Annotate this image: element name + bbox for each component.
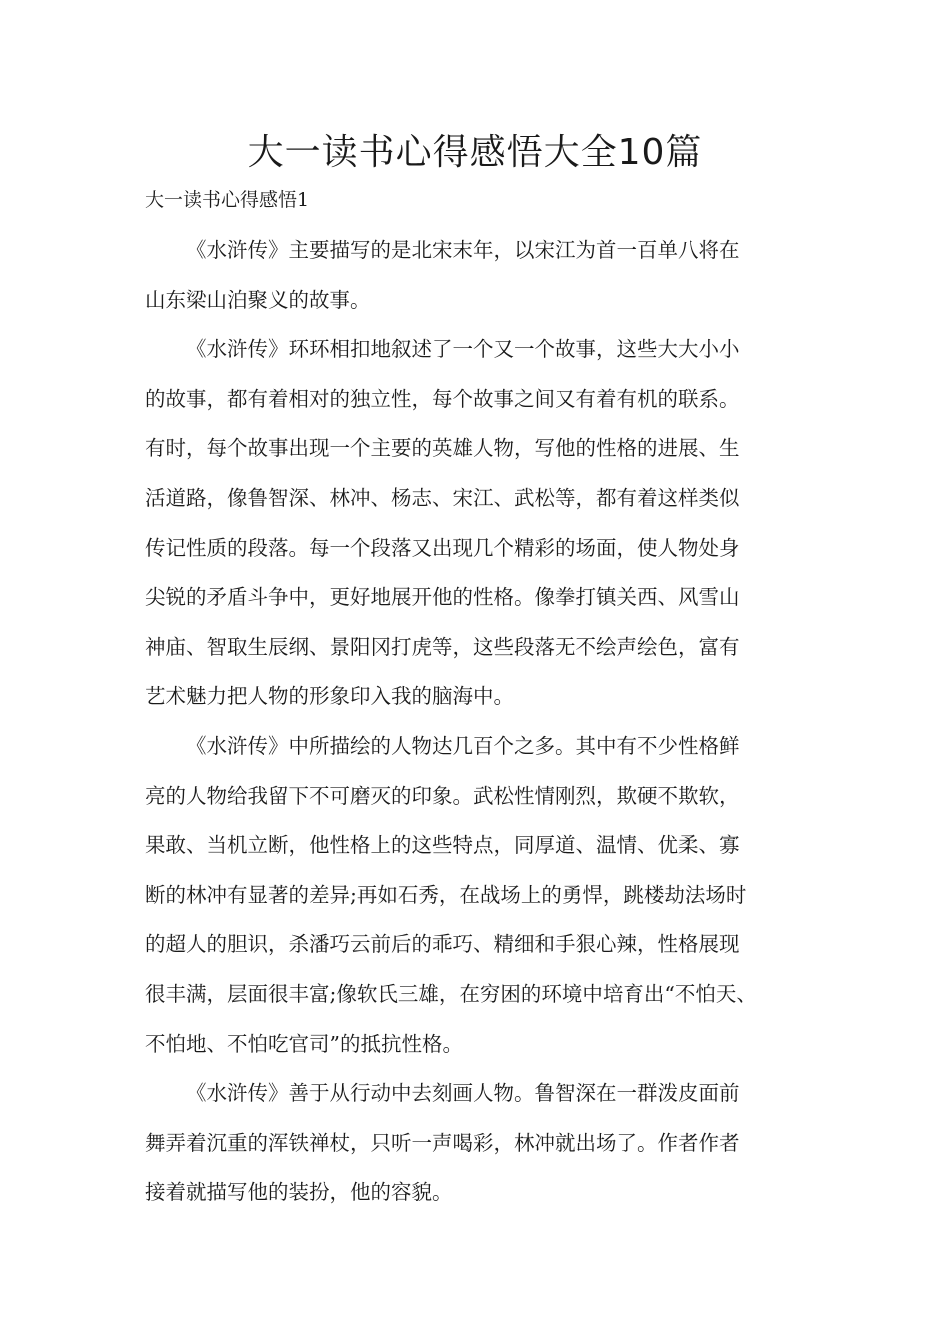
section-heading: 大一读书心得感悟1 [145,189,310,211]
paragraph-4: 《水浒传》善于从行动中去刻画人物。鲁智深在一群泼皮面前 舞弄着沉重的浑铁禅杖，只听一声喝彩，林冲就出场了。作者作者 接着就描写他的装扮，他的容貌。 [145,1081,740,1205]
paragraph-3: 《水浒传》中所描绘的人物达几百个之多。其中有不少性格鲜 亮的人物给我留下不可磨灭的印象。武松性情刚烈，欺硬不欺软， 果敢、当机立断，他性格上的这些特点，同厚道、温情、优柔、寡 断的林冲有显著的差异;再如石秀，在战场上的勇悍，跳楼劫法场时 的超人的胆识，杀潘巧云前后的乖巧、精细和手狠心辣，性格展现 很丰满，层面很丰富;像软氏三雄，在穷困的环境中培育出“不怕天、 不怕地、不怕吃官司”的抵抗性格。 [145,733,757,1056]
paragraph-1: 《水浒传》主要描写的是北宋末年，以宋江为首一百单八将在 山东梁山泊聚义的故事。 [145,238,740,312]
document-body [145,226,815,1218]
paragraph-2: 《水浒传》环环相扣地叙述了一个又一个故事，这些大大小小 的故事，都有着相对的独立性，每个故事之间又有着有机的联系。 有时，每个故事出现一个主要的英雄人物，写他的性格的进展、生 活道路，像鲁智深、林冲、杨志、宋江、武松等，都有着这样类似 传记性质的段落。每一个段落又出现几个精彩的场面，使人物处身 尖锐的矛盾斗争中，更好地展开他的性格。像拳打镇关西、风雪山 神庙、智取生辰纲、景阳冈打虎等，这些段落无不绘声绘色，富有 艺术魅力把人物的形象印入我的脑海中。 [145,337,740,709]
document-title: 大一读书心得感悟大全10篇 [247,132,703,173]
